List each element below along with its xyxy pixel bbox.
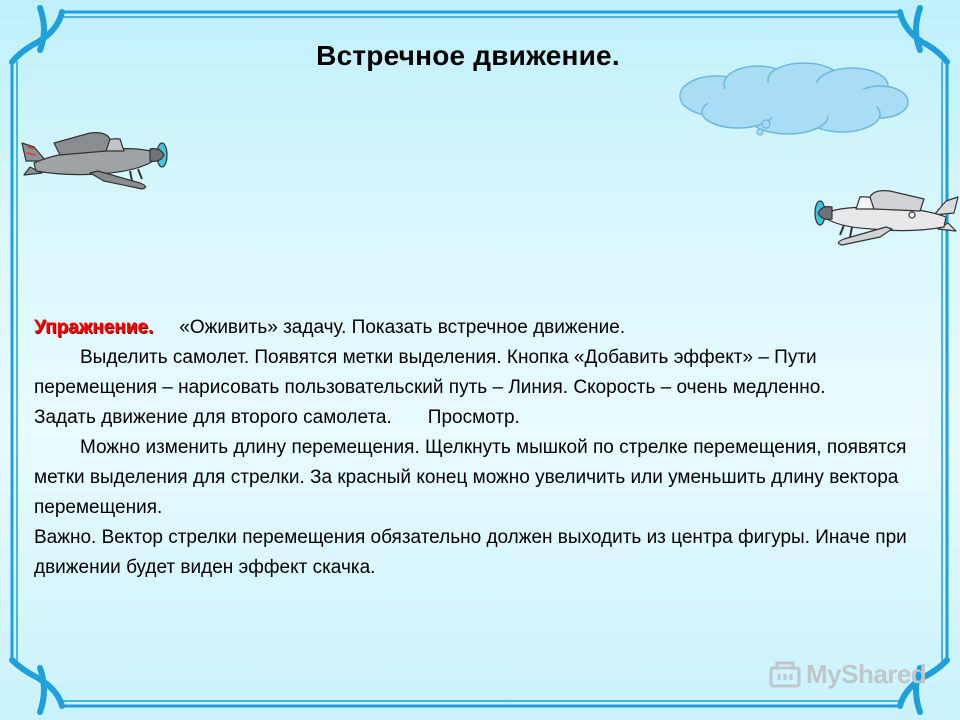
- slide-title: Встречное движение.: [316, 40, 620, 71]
- paragraph-1: Выделить самолет. Появятся метки выделения. Кнопка «Добавить эффект» – Пути перемещения – нарисовать пользовательский путь – Линия. Скорость – очень медленно.: [34, 347, 826, 398]
- paragraph-4: Важно. Вектор стрелки перемещения обязательно должен выходить из центра фигуры. Иначе при движении будет виден эффект скачка.: [34, 527, 907, 578]
- watermark-text: MyShared: [806, 658, 927, 689]
- myshared-watermark: [768, 656, 928, 692]
- myshared-logo-icon: [768, 659, 802, 689]
- cloud-image: [676, 62, 912, 140]
- airplane-right-image: [812, 185, 960, 249]
- exercise-line-1: «Оживить» задачу. Показать встречное движение.: [179, 317, 626, 338]
- exercise-intro: [34, 313, 934, 343]
- paragraph-3: Можно изменить длину перемещения. Щелкнуть мышкой по стрелке перемещения, появятся метки выделения для стрелки. За красный конец можно увеличить или уменьшить длину вектора перемещения.: [34, 437, 907, 518]
- airplane-left-image: [20, 125, 172, 193]
- paragraph-2: [34, 403, 934, 433]
- paragraph-2-part-b: Просмотр.: [427, 407, 520, 428]
- paragraph-2-part-a: Задать движение для второго самолета.: [34, 407, 392, 428]
- exercise-text: [34, 313, 934, 583]
- exercise-label: Упражнение.: [34, 317, 154, 338]
